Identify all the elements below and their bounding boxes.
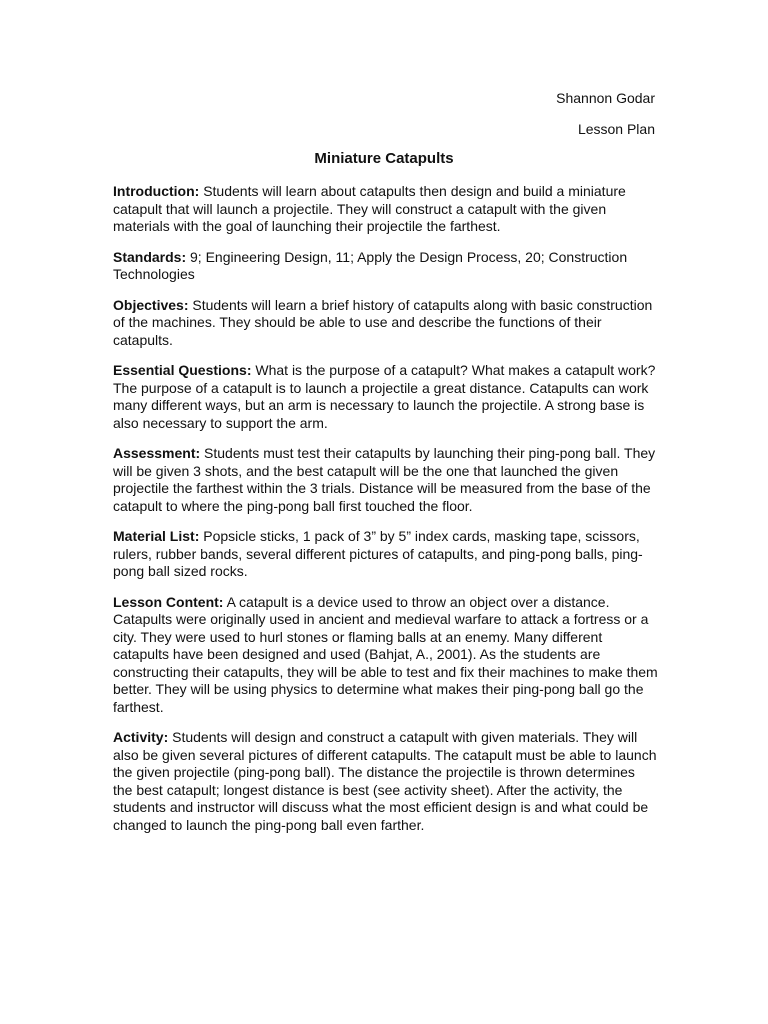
lesson-content-section	[113, 594, 658, 717]
section-text: What is the purpose of a catapult? What makes a catapult work? The purpose of a catapult is to launch a projectile a great distance. Catapults can work many different ways, but an arm is necessary to launch the projectile. A strong base is also necessary to support the arm.	[113, 362, 656, 431]
document-body	[113, 183, 658, 847]
section-label: Activity:	[113, 729, 169, 745]
introduction-section	[113, 183, 658, 236]
section-text: A catapult is a device used to throw an object over a distance. Catapults were originally used in ancient and medieval warfare to attack a fortress or a city. They were used to hurl stones or flaming balls at an enemy. Many different catapults have been designed and used (Bahjat, A., 2001). As the students are constructing their catapults, they will be able to test and fix their machines to make them better. They will be using physics to determine what makes their ping-pong ball go the farthest.	[113, 593, 658, 715]
section-label: Standards:	[113, 248, 187, 265]
activity-section	[113, 729, 658, 834]
standards-section	[113, 249, 658, 284]
material-list-section	[113, 528, 658, 581]
section-text: Students will design and construct a catapult with given materials. They will also be given several pictures of different catapults. The catapult must be able to launch the given projectile (ping-pong ball). The distance the projectile is thrown determines the best catapult; longest distance is best (see activity sheet). After the activity, the students and instructor will discuss what the most efficient design is and what could be changed to launch the ping-pong ball even farther.	[113, 729, 657, 833]
author-name: Shannon Godar	[556, 90, 655, 106]
section-text: Popsicle sticks, 1 pack of 3” by 5” index cards, masking tape, scissors, rulers, rubber bands, several different pictures of catapults, and ping-pong balls, ping-pong ball sized rocks.	[113, 528, 643, 579]
section-label: Introduction:	[113, 183, 200, 199]
section-label: Lesson Content:	[113, 593, 224, 610]
section-text: 9; Engineering Design, 11; Apply the Design Process, 20; Construction Technologies	[113, 248, 628, 282]
objectives-section	[113, 297, 658, 350]
section-label: Assessment:	[113, 445, 201, 461]
essential-questions-section	[113, 362, 658, 432]
section-label: Essential Questions:	[113, 362, 252, 378]
section-text: Students will learn about catapults then design and build a miniature catapult that will launch a projectile. They will construct a catapult with the given materials with the goal of launching their projectile the farthest.	[113, 183, 626, 234]
document-type: Lesson Plan	[577, 121, 655, 137]
section-text: Students must test their catapults by launching their ping-pong ball. They will be given 3 shots, and the best catapult will be the one that launched the given projectile the farthest within the 3 trials. Distance will be measured from the base of the catapult to where the ping-pong ball first touched the floor.	[113, 445, 656, 514]
section-label: Material List:	[113, 528, 200, 544]
assessment-section	[113, 445, 658, 515]
section-text: Students will learn a brief history of catapults along with basic construction of the machines. They should be able to use and describe the functions of their catapults.	[113, 296, 653, 348]
document-title: Miniature Catapults	[314, 150, 454, 167]
section-label: Objectives:	[113, 296, 189, 313]
